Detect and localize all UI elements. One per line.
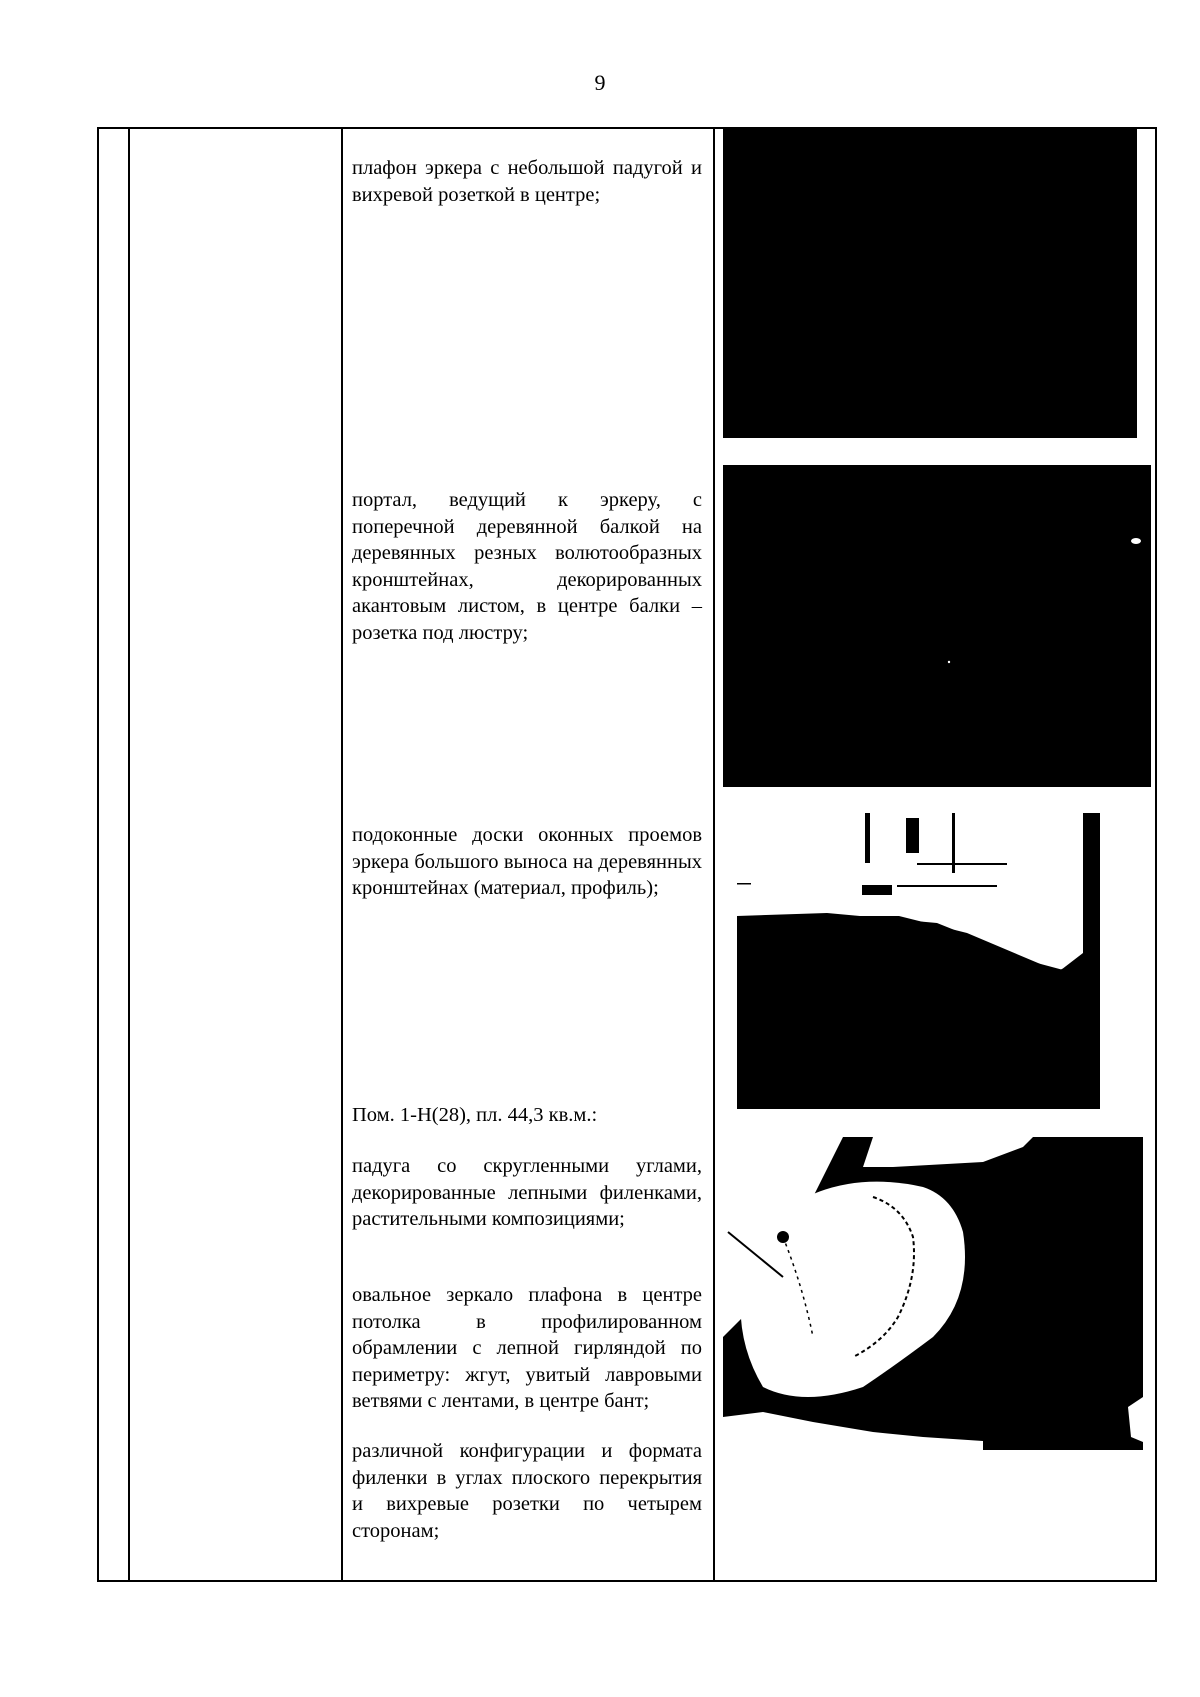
text-oval-mirror: овальное зеркало плафона в центре потолка в профилированном обрамлении с лепной гирляндой по периметру: жгут, увитый лавровыми ветвями с лентами, в центре бант;: [352, 1284, 702, 1412]
column-divider-3: [713, 127, 715, 1582]
text-paduga: падуга со скругленными углами, декорированные лепными филенками, растительными композициями;: [352, 1155, 702, 1230]
text-room-heading: Пом. 1-Н(28), пл. 44,3 кв.м.:: [352, 1104, 598, 1126]
photo-plafond: [723, 129, 1137, 438]
text-portal: портал, ведущий к эркеру, с поперечной деревянной балкой на деревянных резных волютообразных кронштейнах, декорированных акантовым листом, в центре балки – розетка под люстру;: [352, 489, 702, 644]
text-plafond-erker: плафон эркера с небольшой падугой и вихревой розеткой в центре;: [352, 157, 702, 206]
page-number: 9: [594, 70, 606, 95]
column-divider-2: [341, 127, 343, 1582]
column-divider-1: [128, 127, 130, 1582]
text-window-sills: подоконные доски оконных проемов эркера большого выноса на деревянных кронштейнах (материал, профиль);: [352, 824, 702, 899]
photo-ceiling-oval: [723, 1137, 1143, 1450]
photo-portal: [723, 465, 1151, 787]
text-corner-panels: различной конфигурации и формата филенки в углах плоского перекрытия и вихревые розетки по четырем сторонам;: [352, 1440, 702, 1542]
photo-window-sill: [737, 813, 1131, 1109]
